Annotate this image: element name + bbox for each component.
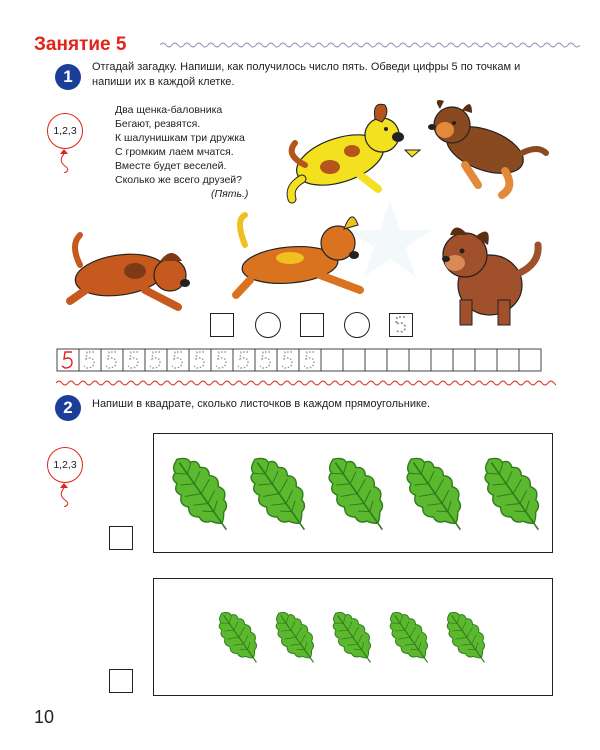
header-wavy-line [160, 40, 580, 50]
answer-square-rect2[interactable] [109, 669, 133, 693]
puppies-illustration [60, 95, 560, 330]
oak-leaf-icon [316, 447, 400, 542]
writing-cell[interactable] [321, 349, 343, 371]
task1-number-badge: 1 [55, 64, 81, 90]
brown-puppy-icon [428, 100, 546, 195]
dotted-five-icon [390, 314, 412, 336]
oak-leaf-icon [160, 447, 244, 542]
poem-line: К шалунишкам три дружка [115, 132, 245, 144]
oak-leaf-icon [324, 605, 383, 671]
poem-line: Вместе будет веселей. [115, 160, 227, 172]
task2-instruction: Напиши в квадрате, сколько листочков в каждом прямоугольнике. [92, 398, 431, 410]
writing-cell[interactable] [101, 349, 123, 371]
balloon-string-icon [44, 483, 84, 507]
writing-cell[interactable] [453, 349, 475, 371]
writing-cell[interactable] [79, 349, 101, 371]
oak-leaf-icon [238, 447, 322, 542]
writing-cell[interactable] [343, 349, 365, 371]
poem-line: Два щенка-баловника [115, 104, 223, 116]
writing-cell[interactable] [57, 349, 79, 371]
writing-cell[interactable] [123, 349, 145, 371]
task2-balloon [47, 447, 84, 507]
big-oak-leaves [154, 434, 550, 550]
writing-cell[interactable] [431, 349, 453, 371]
writing-cell[interactable] [277, 349, 299, 371]
sitting-puppy-icon [442, 228, 538, 326]
writing-cell[interactable] [255, 349, 277, 371]
poem-line: Бегают, резвятся. [115, 118, 201, 130]
oak-leaf-icon [472, 447, 550, 542]
operator-circle-1[interactable] [255, 312, 281, 338]
lesson-title: Занятие 5 [34, 34, 127, 55]
writing-cell[interactable] [145, 349, 167, 371]
writing-cell[interactable] [519, 349, 541, 371]
writing-cell[interactable] [497, 349, 519, 371]
page-number: 10 [34, 707, 55, 727]
poem-line: Сколько же всего друзей? [115, 174, 242, 186]
answer-square-rect1[interactable] [109, 526, 133, 550]
writing-cells[interactable] [56, 348, 556, 372]
balloon-label: 1,2,3 [47, 447, 83, 483]
oak-leaf-icon [267, 605, 326, 671]
oak-leaf-icon [210, 605, 269, 671]
writing-cell[interactable] [211, 349, 233, 371]
balloon-label: 1,2,3 [47, 113, 83, 149]
poem-line: С громким лаем мчатся. [115, 146, 234, 158]
ginger-puppy-icon [236, 215, 360, 295]
writing-cell[interactable] [409, 349, 431, 371]
section-divider-wavy [56, 378, 556, 388]
operator-circle-2[interactable] [344, 312, 370, 338]
task2-number-badge: 2 [55, 395, 81, 421]
writing-cell[interactable] [189, 349, 211, 371]
orange-puppy-icon [70, 235, 190, 307]
result-square[interactable] [389, 313, 413, 337]
writing-cell[interactable] [365, 349, 387, 371]
writing-cell[interactable] [387, 349, 409, 371]
leaves-rectangle-2 [153, 578, 553, 696]
writing-row [56, 348, 556, 377]
writing-cell[interactable] [167, 349, 189, 371]
leaves-rectangle-1 [153, 433, 553, 553]
star-decoration-icon [348, 200, 432, 277]
answer-square-1[interactable] [210, 313, 234, 337]
answer-square-2[interactable] [300, 313, 324, 337]
writing-cell[interactable] [299, 349, 321, 371]
writing-cell[interactable] [233, 349, 255, 371]
oak-leaf-icon [438, 605, 497, 671]
oak-leaf-icon [381, 605, 440, 671]
oak-leaf-icon [394, 447, 478, 542]
yellow-puppy-icon [290, 104, 420, 199]
task1-instruction: Отгадай загадку. Напиши, как получилось число пять. Обведи цифры 5 по точкам и напиши их в каждой клетке. [92, 61, 521, 88]
riddle-answer: (Пять.) [211, 188, 249, 200]
writing-cell[interactable] [475, 349, 497, 371]
small-oak-leaves [154, 579, 550, 693]
